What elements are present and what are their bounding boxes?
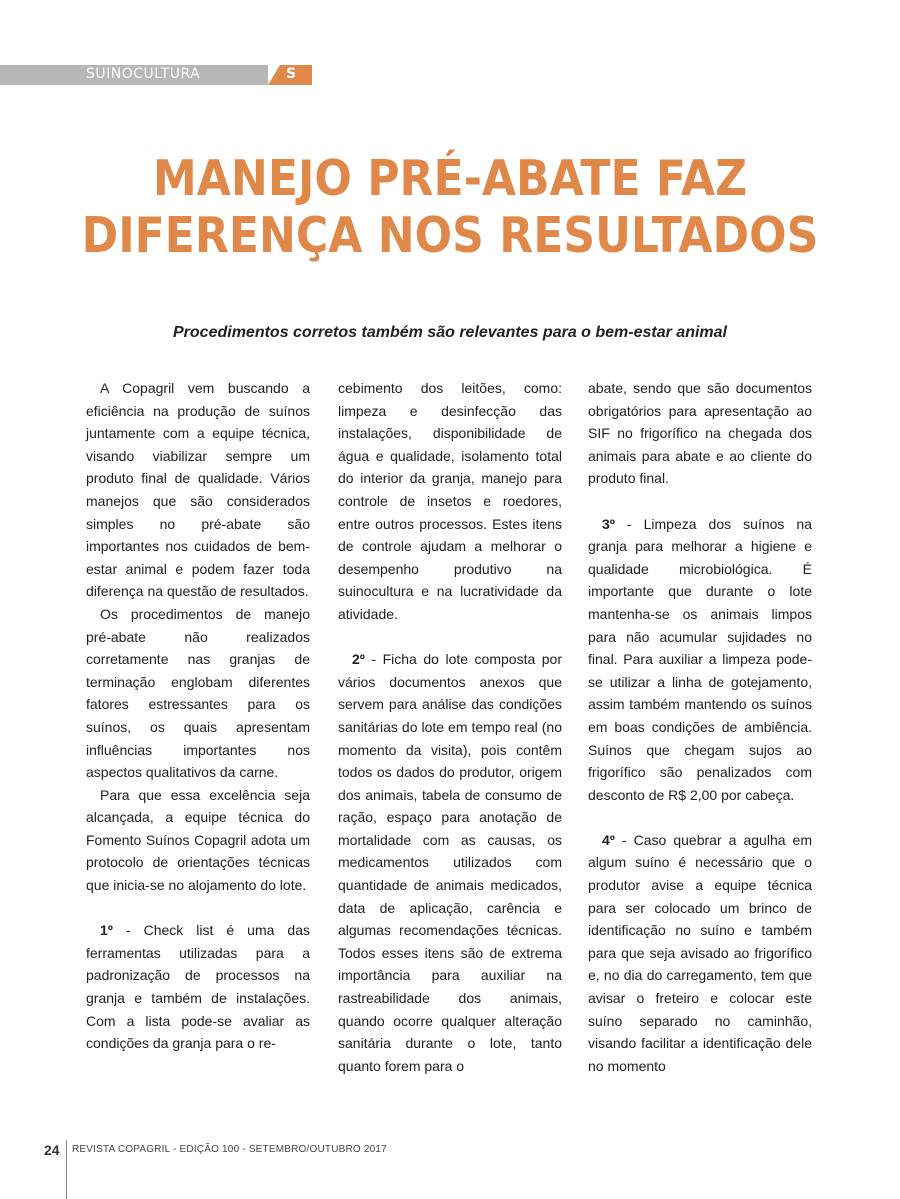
paragraph-text: - Caso quebrar a agulha em algum suíno é necessário que o produtor avise a equipe técnica para ser colocado um brinco de identificação no suíno e também para que seja avisado ao frigorífico e, no dia do carregamento, tem que avisar o freteiro e colocar este suíno separado no caminhão, visando facilitar a identificação dele no momento: [588, 831, 812, 1074]
paragraph: Os procedimentos de manejo pré-abate não realizados corretamente nas granjas de terminação englobam diferentes fatores estressantes para os suínos, os quais apresentam influências importantes nos aspectos qualitativos da carne.: [86, 605, 310, 781]
paragraph: [338, 648, 562, 1077]
footer-divider: [66, 1140, 67, 1199]
article-subtitle: Procedimentos corretos também são relevantes para o bem-estar animal: [173, 324, 727, 341]
item-number: 1º: [100, 922, 113, 939]
article-title-line1: MANEJO PRÉ-ABATE FAZ: [152, 150, 748, 207]
column-3: [588, 377, 812, 1077]
paragraph: [588, 513, 812, 807]
column-2: [338, 377, 562, 1077]
paragraph-text: - Ficha do lote composta por vários documentos anexos que servem para análise das condições sanitárias do lote em tempo real (no momento da visita), pois contêm todos os dados do produtor, origem dos animais, tabela de consumo de ração, espaço para anotação de mortalidade com as causas, os medicamentos utilizados com quantidade de animais medicados, data de aplicação, carência e algumas recomendações técnicas. Todos esses itens são de extrema importância para auxiliar na rastreabilidade dos animais, quando ocorre qualquer alteração sanitária durante o lote, tanto quanto forem para o: [338, 651, 562, 1074]
paragraph-text: - Limpeza dos suínos na granja para melhorar a higiene e qualidade microbiológica. É importante que durante o lote mantenha-se os animais limpos para não acumular sujidades no final. Para auxiliar a limpeza pode-se utilizar a linha de gotejamento, assim também mantendo os suínos em boas condições de ambiência. Suínos que chegam sujos ao frigorífico são penalizados com desconto de R$ 2,00 por cabeça.: [588, 515, 812, 803]
item-number: 3º: [602, 515, 615, 532]
item-number: 4º: [602, 831, 615, 848]
section-label: SUINOCULTURA: [86, 66, 201, 82]
article-title-line2: DIFERENÇA NOS RESULTADOS: [81, 207, 819, 264]
paragraph: A Copagril vem buscando a eficiência na produção de suínos juntamente com a equipe técnica, visando viabilizar sempre um produto final de qualidade. Vários manejos que são considerados simples no pré-abate são importantes nos cuidados de bem-estar animal e podem fazer toda diferença na questão de resultados.: [86, 380, 310, 600]
paragraph: [588, 829, 812, 1078]
publication-info: REVISTA COPAGRIL - EDIÇÃO 100 - SETEMBRO/OUTUBRO 2017: [72, 1144, 387, 1155]
page-number: 24: [44, 1142, 60, 1158]
item-number: 2º: [352, 651, 365, 668]
paragraph: cebimento dos leitões, como: limpeza e desinfecção das instalações, disponibilidade de água e qualidade, isolamento total do interior da granja, manejo para controle de insetos e roedores, entre outros processos. Estes itens de controle ajudam a melhorar o desempenho produtivo na suinocultura e na lucratividade da atividade.: [338, 380, 562, 622]
paragraph: [86, 919, 310, 1055]
paragraph: Para que essa excelência seja alcançada, a equipe técnica do Fomento Suínos Copagril adota um protocolo de orientações técnicas que inicia-se no alojamento do lote.: [86, 786, 310, 894]
paragraph: abate, sendo que são documentos obrigatórios para apresentação ao SIF no frigorífico na chegada dos animais para abate e ao cliente do produto final.: [588, 380, 812, 487]
paragraph-text: - Check list é uma das ferramentas utilizadas para a padronização de processos na granja e também de instalações. Com a lista pode-se avaliar as condições da granja para o re-: [86, 922, 310, 1052]
column-1: [86, 377, 310, 1055]
section-tab-letter: S: [286, 66, 297, 82]
